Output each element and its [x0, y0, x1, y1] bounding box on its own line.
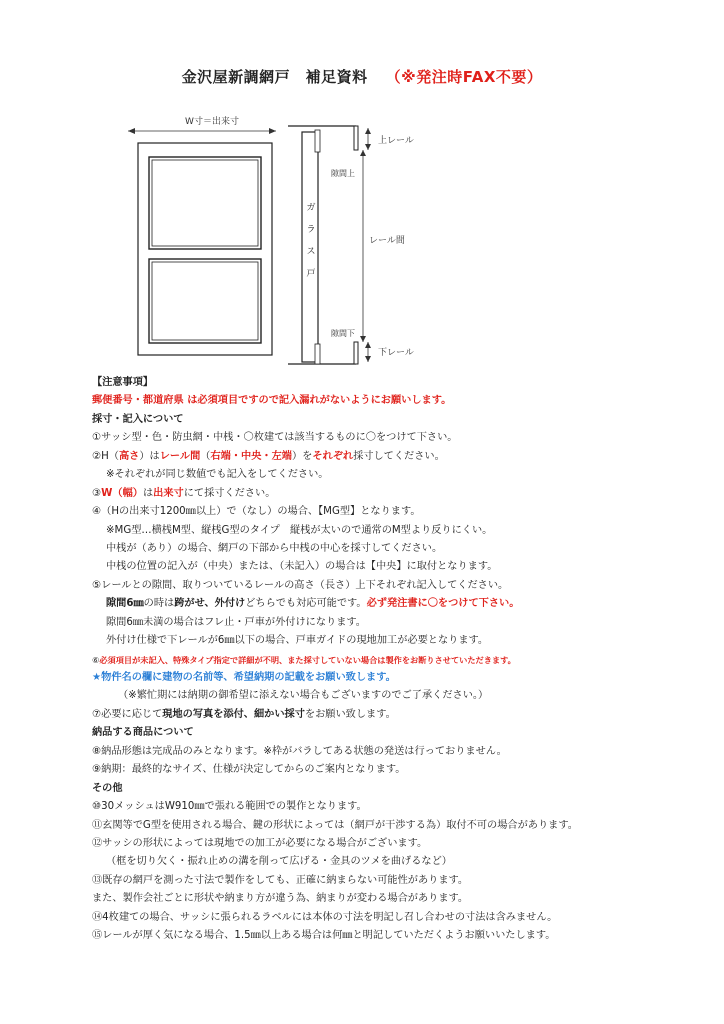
note-5: ⑤レールとの隙間、取りついているレールの高さ（長さ）上下それぞれ記入してください。	[92, 579, 509, 591]
glass-door-label-3: ス	[306, 247, 316, 257]
lower-rail-label: 下レール	[378, 348, 414, 358]
note-5-sub-1: 隙間6㎜の時は跨がせ、外付けどちらでも対応可能です。必ず発注書に〇をつけて下さい。	[106, 598, 520, 610]
note-4-sub-3: 中桟の位置の記入が（中央）または、（未記入）の場合は【中央】に取付となります。	[106, 561, 498, 573]
note-13: ⑬既存の網戸を測った寸法で製作をしても、正確に納まらない可能性があります。	[92, 874, 469, 886]
door-front-view	[138, 143, 272, 355]
notes-heading: 【注意事項】	[92, 377, 154, 388]
note-3: ③W（幅）は出来寸にて採寸ください。	[92, 487, 276, 499]
note-15: ⑮レールが厚く気になる場合、1.5㎜以上ある場合は何㎜と明記していただくようお願いいたします。	[92, 930, 556, 942]
note-4-sub-2: 中桟が（あり）の場合、網戸の下部から中桟の中心を採寸してください。	[106, 542, 443, 554]
upper-rail-label: 上レール	[378, 136, 414, 146]
note-8: ⑧納品形態は完成品のみとなります。※枠がバラしてある状態の発送は行っておりません。	[92, 745, 507, 757]
notes-section	[92, 374, 712, 946]
note-13-sub: また、製作会社ごとに形状や納まり方が違う為、納まりが変わる場合があります。	[92, 893, 469, 905]
note-2-sub: ※それぞれが同じ数値でも記入をしてください。	[106, 469, 329, 481]
note-2: ②H（高さ）はレール間（右端・中央・左端）をそれぞれ採寸してください。	[92, 450, 445, 462]
measuring-heading: 採寸・記入について	[92, 413, 184, 425]
note-6: ⑥必須項目が未記入、特殊タイプ指定で詳細が不明、また採寸していない場合は製作をお断りさせていただきます。	[92, 654, 516, 665]
note-9: ⑨納期：最終的なサイズ、仕様が決定してからのご案内となります。	[92, 764, 406, 776]
note-4: ④（Hの出来寸1200㎜以上）で（なし）の場合、【MG型】となります。	[92, 506, 421, 518]
screen-door-diagram	[0, 0, 724, 380]
note-7: ⑦必要に応じて現地の写真を添付、細かい採寸をお願い致します。	[92, 708, 396, 720]
note-12: ⑫サッシの形状によっては現地での加工が必要になる場合がございます。	[92, 837, 428, 849]
width-dimension-arrow	[128, 128, 276, 134]
note-11: ⑪玄関等でG型を使用される場合、鍵の形状によっては（網戸が干渉する為）取付不可の場合があります。	[92, 819, 578, 831]
delivery-heading: 納品する商品について	[92, 727, 194, 739]
other-heading: その他	[92, 782, 123, 794]
title-fax-note: （※発注時FAX不要）	[385, 68, 543, 86]
rail-distance-label: レール間	[369, 236, 405, 246]
required-fields-warning: 郵便番号・都道府県 は必須項目ですので記入漏れがないようにお願いします。	[92, 395, 452, 407]
title-main: 金沢屋新調網戸 補足資料	[181, 68, 368, 86]
note-1: ①サッシ型・色・防虫網・中桟・〇枚建ては該当するものに〇をつけて下さい。	[92, 432, 458, 444]
width-label: W寸＝出来寸	[185, 117, 239, 127]
glass-door-label-1: ガ	[306, 203, 316, 213]
note-4-sub-1: ※MG型…横桟M型、縦桟G型のタイプ 縦桟が太いので通常のM型より反りにくい。	[106, 524, 493, 536]
glass-door-label-4: 戸	[306, 269, 316, 279]
note-5-sub-2: 隙間6㎜未満の場合はフレ止・戸車が外付けになります。	[106, 616, 366, 628]
property-name-note: ★物件名の欄に建物の名前等、希望納期の記載をお願い致します。	[92, 672, 396, 683]
gap-bottom-label: 隙間下	[331, 329, 355, 338]
note-10: ⑩30メッシュはW910㎜で張れる範囲での製作となります。	[92, 801, 367, 813]
note-14: ⑭4枚建ての場合、サッシに張られるラベルには本体の寸法を明記し召し合わせの寸法は含みません。	[92, 911, 558, 923]
gap-top-label: 隙間上	[331, 169, 355, 178]
busy-season-note: （※繁忙期には納期の御希望に添えない場合もございますのでご了承ください。）	[118, 690, 489, 702]
note-12-sub: （框を切り欠く・振れ止めの溝を削って広げる・金具のツメを曲げるなど）	[106, 856, 452, 868]
note-5-sub-3: 外付け仕様で下レールが6㎜以下の場合、戸車ガイドの現地加工が必要となります。	[106, 635, 489, 647]
glass-door-label-2: ラ	[306, 225, 316, 235]
